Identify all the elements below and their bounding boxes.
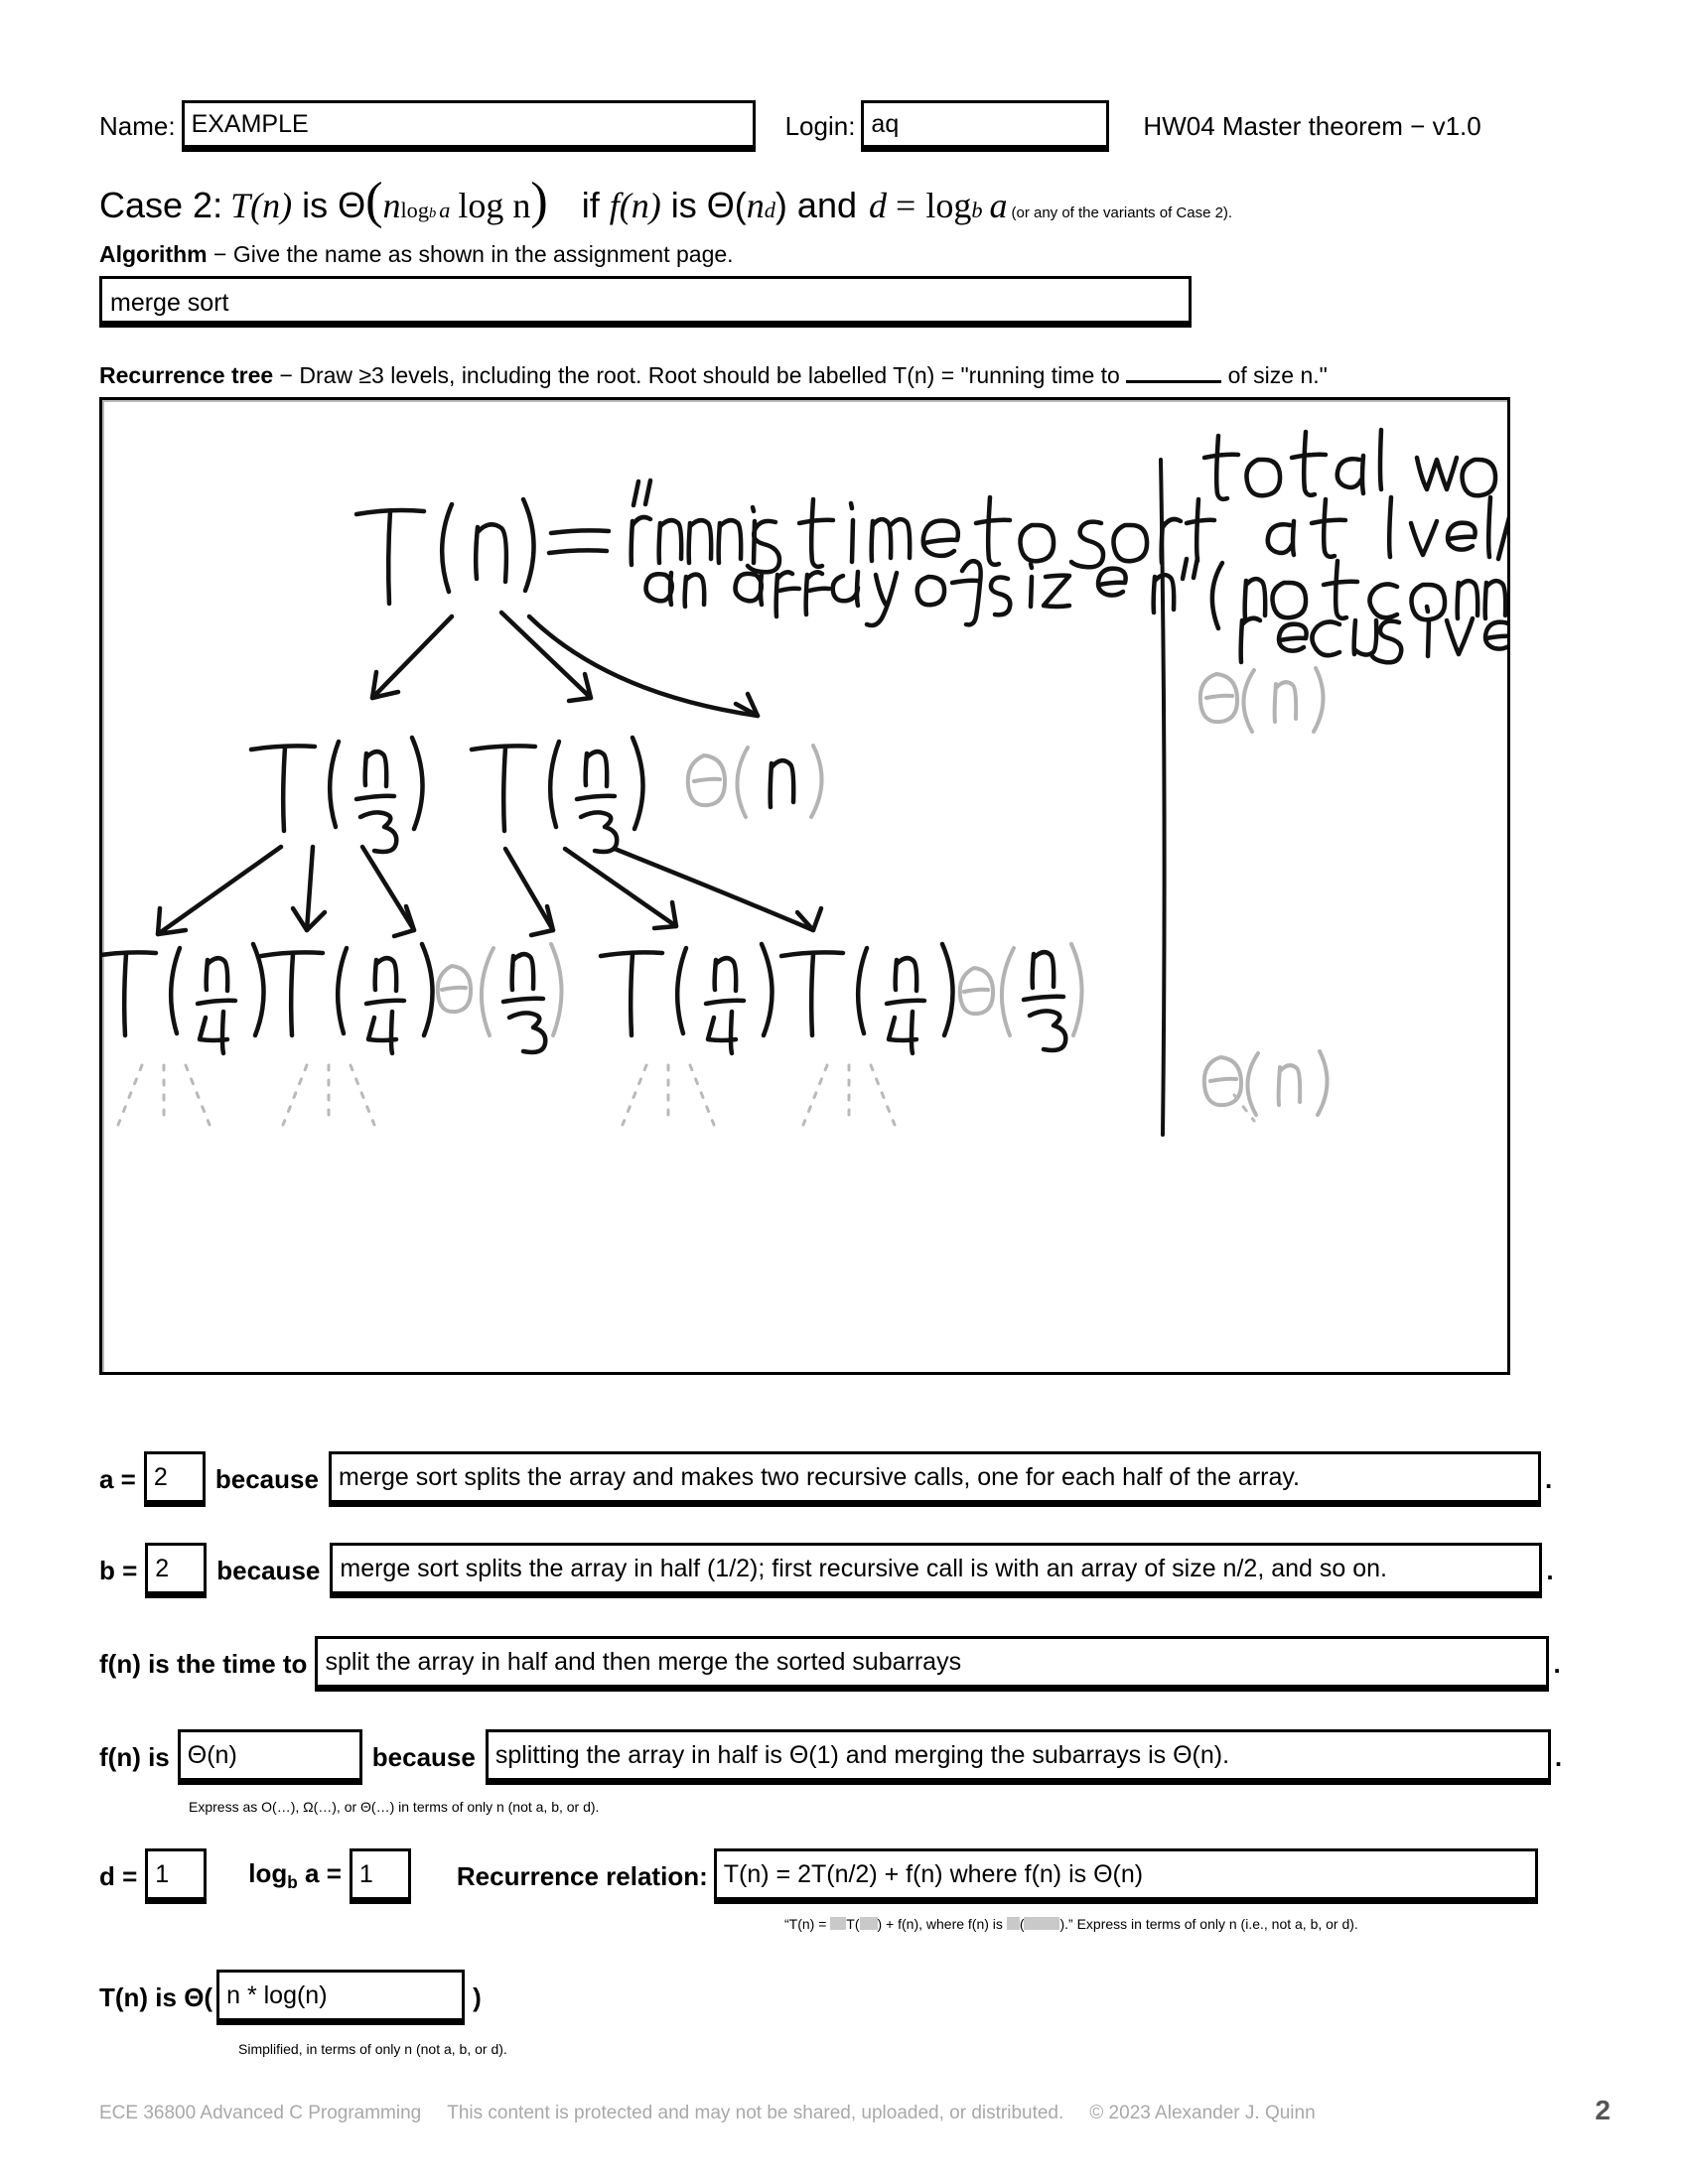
b-reason-input[interactable] bbox=[330, 1543, 1542, 1598]
case-is-1: is bbox=[302, 185, 329, 225]
login-input[interactable] bbox=[861, 100, 1109, 152]
case-paren2-close: ) bbox=[774, 185, 787, 225]
logba-label bbox=[248, 1858, 342, 1893]
final-input[interactable] bbox=[216, 1970, 465, 2025]
case-log-sub-b: b bbox=[971, 198, 983, 222]
tree-node-level3-4 bbox=[781, 944, 953, 1053]
logba-log: log bbox=[248, 1858, 288, 1889]
document-title: HW04 Master theorem − v1.0 bbox=[1143, 110, 1481, 141]
b-reason-value: merge sort splits the array in half (1/2); first recursive call is with an array of size n/2, and so on. bbox=[340, 1554, 1387, 1582]
case-exp-a: a bbox=[439, 198, 451, 222]
row-d bbox=[99, 1848, 1538, 1904]
fn-time-label: f(n) is the time to bbox=[99, 1648, 308, 1679]
footer bbox=[99, 2103, 1609, 2124]
tree-node-level2-right bbox=[472, 738, 643, 852]
name-label: Name: bbox=[99, 110, 176, 141]
case-statement bbox=[99, 171, 1609, 230]
rr-caption-mid2: ) + f(n), where f(n) is bbox=[877, 1916, 1007, 1932]
recurrence-tree-heading bbox=[99, 362, 1328, 389]
row-fn-is bbox=[99, 1729, 1562, 1785]
rr-caption-post: ).” Express in terms of only n (i.e., not a, b, or d). bbox=[1059, 1916, 1358, 1932]
rr-shade-2 bbox=[860, 1917, 878, 1930]
d-value: 1 bbox=[155, 1859, 170, 1888]
rr-caption-pre: “T(n) = bbox=[784, 1916, 831, 1932]
fn-is-period: . bbox=[1554, 1741, 1563, 1772]
recurrence-tree-heading-bold: Recurrence tree bbox=[99, 362, 274, 388]
b-period: . bbox=[1546, 1555, 1554, 1585]
row-b bbox=[99, 1543, 1554, 1598]
final-value: n * log(n) bbox=[226, 1980, 328, 2009]
case-is-2: is bbox=[670, 185, 697, 225]
page-number: 2 bbox=[1595, 2095, 1611, 2125]
fn-is-label: f(n) is bbox=[99, 1741, 170, 1772]
case-exp-log: log bbox=[400, 198, 429, 222]
d-label: d = bbox=[99, 1860, 138, 1891]
name-value: EXAMPLE bbox=[191, 109, 309, 138]
recurrence-relation-label: Recurrence relation: bbox=[456, 1860, 708, 1891]
rr-caption-mid1: T( bbox=[846, 1916, 860, 1932]
tree-cost-level3-left bbox=[438, 944, 562, 1035]
fn-is-input[interactable] bbox=[178, 1729, 362, 1785]
algorithm-heading-rest: − Give the name as shown in the assignment page. bbox=[207, 241, 734, 267]
tree-arrows-level1 bbox=[372, 613, 758, 716]
b-because: because bbox=[216, 1555, 321, 1585]
case-nd: n bbox=[746, 186, 765, 225]
logba-sub-b: b bbox=[287, 1872, 298, 1893]
footer-copyright: © 2023 Alexander J. Quinn bbox=[1089, 2103, 1316, 2123]
a-period: . bbox=[1544, 1463, 1553, 1494]
rr-shade-1 bbox=[830, 1917, 846, 1930]
row-a bbox=[99, 1451, 1552, 1507]
login-value: aq bbox=[871, 109, 900, 138]
final-label-pre: T(n) is Θ( bbox=[99, 1981, 213, 2012]
case-close-paren: ) bbox=[530, 172, 548, 229]
d-input[interactable] bbox=[145, 1848, 207, 1904]
recurrence-tree-canvas[interactable] bbox=[99, 397, 1510, 1375]
recurrence-relation-value: T(n) = 2T(n/2) + f(n) where f(n) is Θ(n) bbox=[723, 1859, 1144, 1888]
algorithm-heading bbox=[99, 241, 734, 268]
fn-is-because: because bbox=[371, 1741, 476, 1772]
case-d-italic: d bbox=[869, 186, 887, 225]
tree-node-level2-left bbox=[251, 738, 423, 852]
recurrence-relation-input[interactable] bbox=[714, 1848, 1538, 1904]
rr-caption-mid3: ( bbox=[1019, 1916, 1025, 1932]
a-value: 2 bbox=[153, 1462, 168, 1491]
row-final bbox=[99, 1970, 482, 2025]
algorithm-value: merge sort bbox=[110, 288, 229, 317]
name-input[interactable] bbox=[182, 100, 756, 152]
a-reason-input[interactable] bbox=[329, 1451, 1541, 1507]
case-variants-note: (or any of the variants of Case 2). bbox=[1011, 205, 1233, 221]
header-row bbox=[99, 97, 1609, 155]
case-if: if bbox=[581, 185, 600, 225]
fn-is-value: Θ(n) bbox=[187, 1740, 237, 1769]
tree-cost-level3-right bbox=[960, 944, 1082, 1035]
b-value: 2 bbox=[155, 1554, 170, 1582]
recurrence-tree-drawing bbox=[102, 400, 1507, 1372]
recurrence-tree-heading-part2: of size n." bbox=[1221, 362, 1328, 388]
logba-a-eq: a = bbox=[297, 1858, 342, 1889]
tree-node-level3-1 bbox=[102, 944, 264, 1053]
case-open-paren: ( bbox=[365, 172, 383, 229]
a-input[interactable] bbox=[144, 1451, 206, 1507]
rr-shade-4 bbox=[1024, 1917, 1059, 1930]
fn-is-caption: Express as O(…), Ω(…), or Θ(…) in terms of only n (not a, b, or d). bbox=[189, 1799, 600, 1815]
fn-is-reason-input[interactable] bbox=[486, 1729, 1551, 1785]
case-paren2-open: ( bbox=[734, 185, 747, 225]
rr-shade-3 bbox=[1007, 1917, 1020, 1930]
fn-time-input[interactable] bbox=[315, 1636, 1549, 1692]
login-label: Login: bbox=[784, 110, 856, 141]
case-log-n: log n bbox=[458, 186, 531, 225]
case-t-of-n: T(n) bbox=[230, 186, 293, 225]
case-label: Case 2: bbox=[99, 185, 223, 225]
fn-time-period: . bbox=[1553, 1648, 1561, 1679]
a-because: because bbox=[214, 1463, 319, 1494]
case-log-a: a bbox=[989, 186, 1008, 225]
final-caption: Simplified, in terms of only n (not a, b, or d). bbox=[238, 2041, 507, 2057]
a-label: a = bbox=[99, 1463, 136, 1494]
case-exp-b: b bbox=[429, 205, 437, 221]
footer-notice: This content is protected and may not be shared, uploaded, or distributed. bbox=[447, 2103, 1064, 2123]
tree-node-level3-2 bbox=[261, 944, 433, 1053]
tree-cost-level2 bbox=[688, 748, 748, 817]
algorithm-heading-bold: Algorithm bbox=[99, 241, 208, 267]
logba-value: 1 bbox=[358, 1859, 373, 1888]
case-and: and bbox=[796, 185, 857, 225]
case-theta-1: Θ bbox=[338, 185, 366, 225]
b-input[interactable] bbox=[145, 1543, 207, 1598]
fn-time-value: split the array in half and then merge the sorted subarrays bbox=[325, 1647, 962, 1676]
case-d-equals: d = bbox=[869, 186, 916, 225]
case-theta-2: Θ bbox=[706, 185, 735, 225]
case-log: log bbox=[925, 186, 972, 225]
case-d-exp: d bbox=[764, 198, 775, 222]
b-label: b = bbox=[99, 1555, 138, 1585]
tree-arrows-level2 bbox=[158, 847, 821, 936]
a-reason-value: merge sort splits the array and makes two recursive calls, one for each half of the array. bbox=[338, 1462, 1300, 1491]
gray-work-annotations bbox=[1200, 668, 1328, 1115]
final-label-post: ) bbox=[473, 1981, 482, 2012]
case-f-of-n: f(n) bbox=[609, 186, 661, 225]
recurrence-tree-blank bbox=[1126, 380, 1221, 383]
fn-is-reason-value: splitting the array in half is Θ(1) and merging the subarrays is Θ(n). bbox=[494, 1740, 1230, 1769]
case-n-base: n bbox=[382, 186, 401, 225]
recurrence-tree-heading-part1: − Draw ≥3 levels, including the root. Root should be labelled T(n) = "running time to bbox=[273, 362, 1127, 388]
row-fn-time bbox=[99, 1636, 1561, 1692]
algorithm-input[interactable] bbox=[99, 276, 1192, 328]
footer-course: ECE 36800 Advanced C Programming bbox=[99, 2103, 422, 2123]
logba-input[interactable] bbox=[350, 1848, 411, 1904]
recurrence-relation-caption bbox=[784, 1916, 1358, 1932]
